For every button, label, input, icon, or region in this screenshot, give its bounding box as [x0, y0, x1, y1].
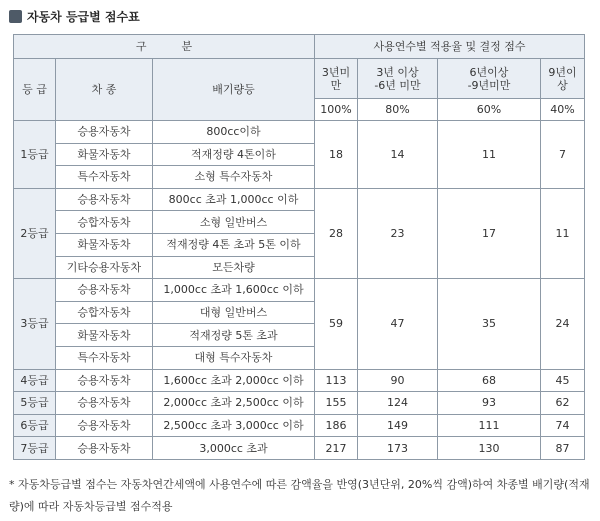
header-percent-3: 60% [438, 99, 541, 121]
grade-cell: 5등급 [14, 392, 56, 415]
table-row [14, 188, 585, 211]
header-period-3: 6년이상 -9년미만 [438, 59, 541, 99]
score-cell: 93 [438, 392, 541, 415]
score-cell: 23 [358, 188, 438, 278]
score-cell: 17 [438, 188, 541, 278]
score-cell: 47 [358, 279, 438, 369]
score-cell: 59 [315, 279, 358, 369]
header-rates-title: 사용연수별 적용율 및 결정 점수 [315, 35, 585, 59]
header-displacement: 배기량등 [153, 59, 315, 121]
score-cell: 186 [315, 414, 358, 437]
score-cell: 28 [315, 188, 358, 278]
grade-cell: 1등급 [14, 121, 56, 189]
table-row [14, 414, 585, 437]
table-row [14, 369, 585, 392]
displacement-cell: 3,000cc 초과 [153, 437, 315, 460]
score-cell: 130 [438, 437, 541, 460]
displacement-cell: 적재정량 5톤 초과 [153, 324, 315, 347]
grade-cell: 7등급 [14, 437, 56, 460]
score-cell: 217 [315, 437, 358, 460]
grade-cell: 3등급 [14, 279, 56, 369]
square-bullet-icon [9, 10, 22, 23]
car-type-cell: 승용자동차 [56, 392, 153, 415]
header-category: 구 분 [14, 35, 315, 59]
displacement-cell: 소형 특수자동차 [153, 166, 315, 189]
car-type-cell: 승용자동차 [56, 369, 153, 392]
car-type-cell: 화물자동차 [56, 143, 153, 166]
table-row [14, 437, 585, 460]
displacement-cell: 2,000cc 초과 2,500cc 이하 [153, 392, 315, 415]
score-cell: 87 [541, 437, 585, 460]
score-cell: 62 [541, 392, 585, 415]
car-type-cell: 기타승용자동차 [56, 256, 153, 279]
score-cell: 7 [541, 121, 585, 189]
score-cell: 155 [315, 392, 358, 415]
car-type-cell: 승용자동차 [56, 279, 153, 302]
header-car-type: 차 종 [56, 59, 153, 121]
grade-score-table [13, 34, 585, 460]
displacement-cell: 소형 일반버스 [153, 211, 315, 234]
score-cell: 18 [315, 121, 358, 189]
displacement-cell: 적재정량 4톤 초과 5톤 이하 [153, 233, 315, 256]
score-cell: 68 [438, 369, 541, 392]
car-type-cell: 승용자동차 [56, 437, 153, 460]
displacement-cell: 모든차량 [153, 256, 315, 279]
car-type-cell: 화물자동차 [56, 324, 153, 347]
car-type-cell: 특수자동차 [56, 166, 153, 189]
header-period-1: 3년미만 [315, 59, 358, 99]
score-cell: 14 [358, 121, 438, 189]
footnote: * 자동차등급별 점수는 자동차연간세액에 사용연수에 따른 감액율을 반영(3년단위, 20%씩 감액)하여 차종별 배기량(적재량)에 따라 자동차등급별 점수적용 [9, 478, 590, 513]
displacement-cell: 1,600cc 초과 2,000cc 이하 [153, 369, 315, 392]
score-cell: 45 [541, 369, 585, 392]
table-row [14, 121, 585, 144]
score-cell: 111 [438, 414, 541, 437]
car-type-cell: 특수자동차 [56, 346, 153, 369]
score-cell: 90 [358, 369, 438, 392]
score-cell: 124 [358, 392, 438, 415]
score-cell: 24 [541, 279, 585, 369]
grade-cell: 2등급 [14, 188, 56, 278]
displacement-cell: 2,500cc 초과 3,000cc 이하 [153, 414, 315, 437]
section-title-text: 자동차 등급별 점수표 [27, 9, 140, 24]
car-type-cell: 승합자동차 [56, 301, 153, 324]
score-cell: 35 [438, 279, 541, 369]
header-percent-2: 80% [358, 99, 438, 121]
displacement-cell: 적재정량 4톤이하 [153, 143, 315, 166]
displacement-cell: 대형 특수자동차 [153, 346, 315, 369]
score-cell: 173 [358, 437, 438, 460]
header-percent-4: 40% [541, 99, 585, 121]
displacement-cell: 대형 일반버스 [153, 301, 315, 324]
displacement-cell: 800cc 초과 1,000cc 이하 [153, 188, 315, 211]
table-row [14, 392, 585, 415]
displacement-cell: 800cc이하 [153, 121, 315, 144]
score-cell: 113 [315, 369, 358, 392]
displacement-cell: 1,000cc 초과 1,600cc 이하 [153, 279, 315, 302]
car-type-cell: 화물자동차 [56, 233, 153, 256]
car-type-cell: 승용자동차 [56, 121, 153, 144]
car-type-cell: 승용자동차 [56, 414, 153, 437]
section-title [9, 6, 140, 26]
car-type-cell: 승합자동차 [56, 211, 153, 234]
score-cell: 11 [541, 188, 585, 278]
score-cell: 149 [358, 414, 438, 437]
car-type-cell: 승용자동차 [56, 188, 153, 211]
header-period-2: 3년 이상 -6년 미만 [358, 59, 438, 99]
header-period-4: 9년이 상 [541, 59, 585, 99]
header-percent-1: 100% [315, 99, 358, 121]
score-cell: 74 [541, 414, 585, 437]
grade-cell: 6등급 [14, 414, 56, 437]
grade-cell: 4등급 [14, 369, 56, 392]
score-cell: 11 [438, 121, 541, 189]
table-row [14, 279, 585, 302]
header-grade: 등 급 [14, 59, 56, 121]
